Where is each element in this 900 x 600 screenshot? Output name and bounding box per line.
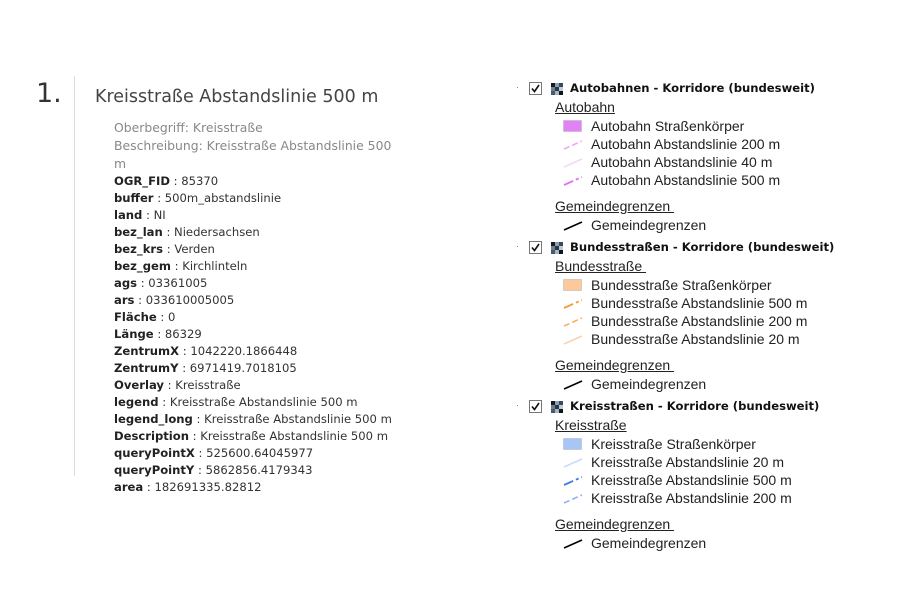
attribute-value: : Kreisstraße Abstandslinie 500 m xyxy=(192,412,392,426)
line-symbol-icon xyxy=(563,473,583,487)
legend-item-label: Autobahn Abstandslinie 500 m xyxy=(591,172,781,188)
attribute-row xyxy=(114,411,392,428)
layer-name[interactable]: Autobahnen - Korridore (bundesweit) xyxy=(570,81,815,95)
attribute-value: : Kreisstraße Abstandslinie 500 m xyxy=(158,395,358,409)
attribute-value: : 182691335.82812 xyxy=(143,480,262,494)
attribute-row xyxy=(114,377,392,394)
attribute-row xyxy=(114,428,392,445)
oberbegriff: Oberbegriff: Kreisstraße xyxy=(114,120,263,135)
legend-item-label: Bundesstraße Abstandslinie 500 m xyxy=(591,295,808,311)
layer-grid-icon xyxy=(551,82,563,94)
attribute-key: queryPointX xyxy=(114,446,195,460)
attribute-row xyxy=(114,275,392,292)
attribute-key: Fläche xyxy=(114,310,157,324)
attribute-list xyxy=(114,119,392,496)
legend-item-label: Autobahn Abstandslinie 200 m xyxy=(591,136,781,152)
attribute-value: : Kreisstraße Abstandslinie 500 m xyxy=(189,429,389,443)
attribute-value: : Kreisstraße xyxy=(164,378,241,392)
attribute-value: : Kirchlinteln xyxy=(170,259,248,273)
attribute-key: bez_krs xyxy=(114,242,164,256)
legend-group-title: Gemeindegrenzen xyxy=(555,516,675,532)
legend-group-title: Autobahn xyxy=(555,99,615,115)
tree-dot xyxy=(517,87,518,88)
attribute-row xyxy=(114,207,392,224)
fill-swatch-icon xyxy=(563,278,583,292)
attribute-value: : 85370 xyxy=(169,174,219,188)
attribute-value: : 1042220.1866448 xyxy=(179,344,298,358)
attribute-value: : 033610005005 xyxy=(134,293,235,307)
line-symbol-icon xyxy=(563,332,583,346)
legend-item-label: Kreisstraße Abstandslinie 20 m xyxy=(591,454,784,470)
attribute-row xyxy=(114,326,392,343)
fill-swatch-icon xyxy=(563,437,583,451)
attribute-key: legend_long xyxy=(114,412,193,426)
boundary-line-icon xyxy=(563,218,583,232)
attribute-row xyxy=(114,343,392,360)
attribute-key: Länge xyxy=(114,327,154,341)
attribute-key: bez_lan xyxy=(114,225,163,239)
attribute-value: : 5862856.4179343 xyxy=(194,463,313,477)
attribute-row xyxy=(114,309,392,326)
attribute-key: queryPointY xyxy=(114,463,195,477)
legend-item-label: Gemeindegrenzen xyxy=(591,376,707,392)
attribute-row xyxy=(114,394,392,411)
result-title: Kreisstraße Abstandslinie 500 m xyxy=(95,87,379,107)
attribute-key: OGR_FID xyxy=(114,174,170,188)
legend-item-label: Gemeindegrenzen xyxy=(591,217,707,233)
attribute-row xyxy=(114,258,392,275)
attribute-row xyxy=(114,224,392,241)
line-symbol-icon xyxy=(563,491,583,505)
legend-item-label: Autobahn Straßenkörper xyxy=(591,118,745,134)
line-symbol-icon xyxy=(563,137,583,151)
attribute-key: ags xyxy=(114,276,138,290)
attribute-value: : 500m_abstandslinie xyxy=(153,191,282,205)
attribute-value: : Niedersachsen xyxy=(162,225,260,239)
line-symbol-icon xyxy=(563,455,583,469)
legend-item-label: Autobahn Abstandslinie 40 m xyxy=(591,154,773,170)
attribute-value: : Verden xyxy=(163,242,215,256)
layer-grid-icon xyxy=(551,241,563,253)
attribute-key: buffer xyxy=(114,191,154,205)
legend-item-label: Bundesstraße Abstandslinie 200 m xyxy=(591,313,808,329)
line-symbol-icon xyxy=(563,314,583,328)
line-symbol-icon xyxy=(563,173,583,187)
attribute-key: area xyxy=(114,480,144,494)
line-symbol-icon xyxy=(563,296,583,310)
attribute-key: ars xyxy=(114,293,135,307)
boundary-line-icon xyxy=(563,377,583,391)
legend-item-label: Bundesstraße Straßenkörper xyxy=(591,277,772,293)
attribute-key: ZentrumX xyxy=(114,344,180,358)
attribute-row xyxy=(114,360,392,377)
attribute-value: : 03361005 xyxy=(137,276,208,290)
legend-group-title: Gemeindegrenzen xyxy=(555,198,675,214)
boundary-line-icon xyxy=(563,536,583,550)
attribute-key: land xyxy=(114,208,143,222)
attribute-row xyxy=(114,479,392,496)
layer-name[interactable]: Kreisstraßen - Korridore (bundesweit) xyxy=(570,399,820,413)
divider xyxy=(74,76,75,476)
legend-item-label: Kreisstraße Straßenkörper xyxy=(591,436,756,452)
layer-name[interactable]: Bundesstraßen - Korridore (bundesweit) xyxy=(570,240,835,254)
attribute-value: : NI xyxy=(142,208,166,222)
legend-item-label: Gemeindegrenzen xyxy=(591,535,707,551)
tree-dot xyxy=(517,405,518,406)
attribute-key: ZentrumY xyxy=(114,361,179,375)
tree-dot xyxy=(517,246,518,247)
layer-visibility-checkbox[interactable] xyxy=(529,82,542,95)
attribute-row xyxy=(114,241,392,258)
attribute-row xyxy=(114,292,392,309)
attribute-value: : 6971419.7018105 xyxy=(178,361,297,375)
layer-visibility-checkbox[interactable] xyxy=(529,241,542,254)
legend-group-title: Kreisstraße xyxy=(555,417,627,433)
attribute-key: bez_gem xyxy=(114,259,171,273)
beschreibung: Beschreibung: Kreisstraße Abstandslinie 500 m xyxy=(114,138,392,171)
legend-group-title: Bundesstraße xyxy=(555,258,647,274)
legend-item-label: Bundesstraße Abstandslinie 20 m xyxy=(591,331,800,347)
attribute-row xyxy=(114,173,392,190)
attribute-key: legend xyxy=(114,395,159,409)
legend-item-label: Kreisstraße Abstandslinie 200 m xyxy=(591,490,792,506)
attribute-key: Overlay xyxy=(114,378,164,392)
legend-item-label: Kreisstraße Abstandslinie 500 m xyxy=(591,472,792,488)
layer-grid-icon xyxy=(551,400,563,412)
layer-visibility-checkbox[interactable] xyxy=(529,400,542,413)
attribute-value: : 525600.64045977 xyxy=(194,446,314,460)
result-index: 1. xyxy=(36,78,62,109)
line-symbol-icon xyxy=(563,155,583,169)
attribute-row xyxy=(114,190,392,207)
attribute-row xyxy=(114,462,392,479)
fill-swatch-icon xyxy=(563,119,583,133)
attribute-value: : 0 xyxy=(156,310,176,324)
attribute-row xyxy=(114,445,392,462)
attribute-key: Description xyxy=(114,429,189,443)
attribute-value: : 86329 xyxy=(153,327,202,341)
legend-group-title: Gemeindegrenzen xyxy=(555,357,675,373)
